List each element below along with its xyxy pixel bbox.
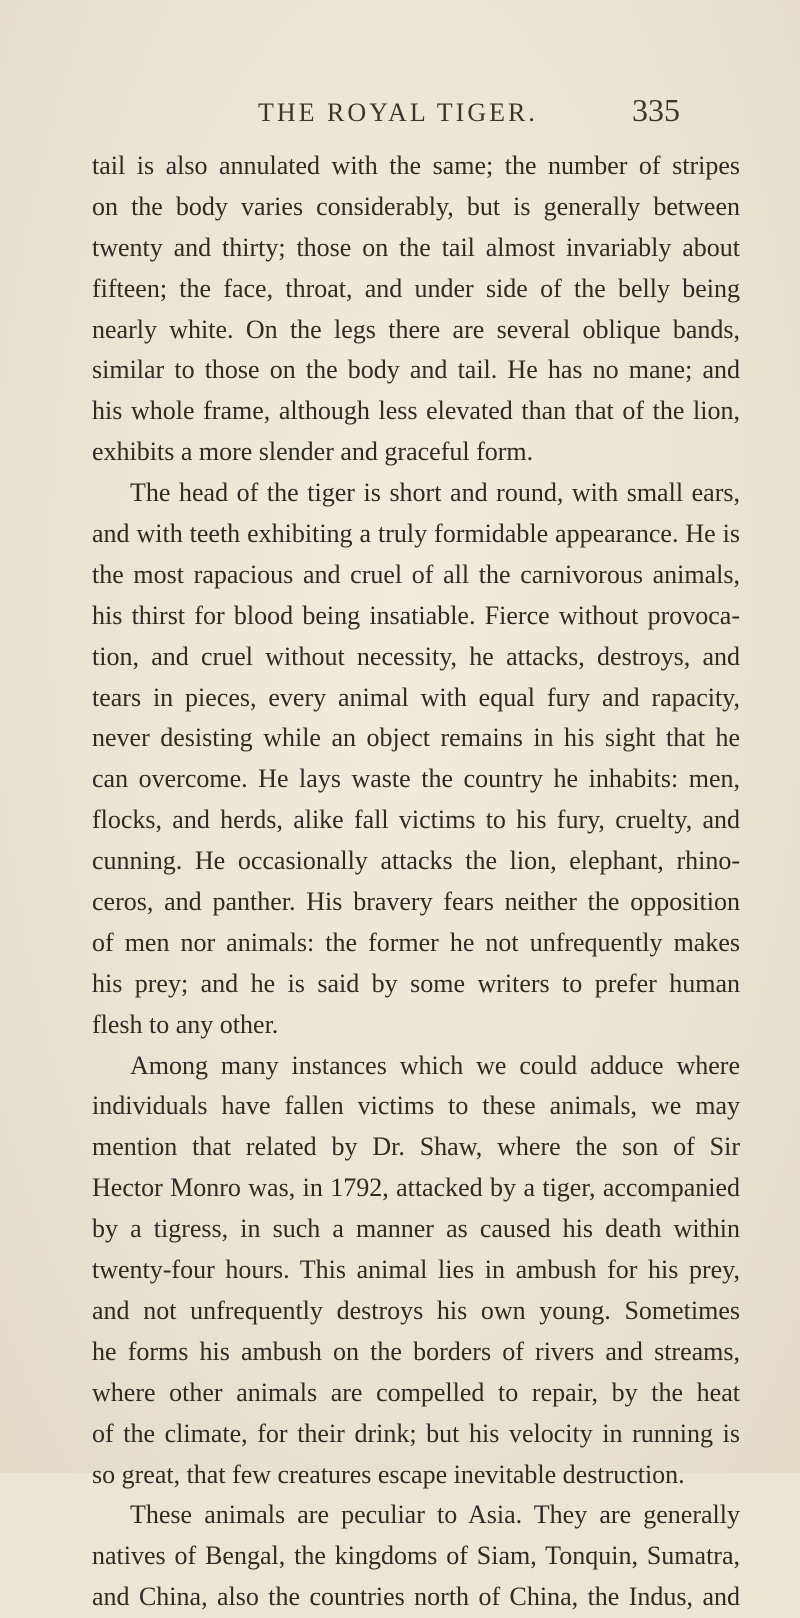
text-line: so great, that few creatures escape inevitable destruction.	[92, 1459, 685, 1489]
text-line: his thirst for blood being insatiable. Fierce without provoca-	[92, 600, 740, 630]
text-line: and with teeth exhibiting a truly formidable appearance. He is	[92, 519, 740, 549]
text-line: where other animals are compelled to repair, by the heat	[92, 1377, 740, 1407]
text-line: can overcome. He lays waste the country he inhabits: men,	[92, 764, 740, 794]
text-line: twenty and thirty; those on the tail almost invariably about	[92, 232, 740, 262]
text-line: twenty-four hours. This animal lies in ambush for his prey,	[92, 1255, 740, 1285]
text-line: These animals are peculiar to Asia. They are generally	[130, 1500, 740, 1530]
body-text	[92, 146, 740, 1618]
text-line: individuals have fallen victims to these animals, we may	[92, 1091, 740, 1121]
text-line: ceros, and panther. His bravery fears neither the opposition	[92, 887, 740, 917]
text-line: by a tigress, in such a manner as caused his death within	[92, 1214, 740, 1244]
running-head: THE ROYAL TIGER.	[258, 98, 538, 127]
text-line: fifteen; the face, throat, and under side of the belly being	[92, 273, 740, 303]
text-line: never desisting while an object remains in his sight that he	[92, 723, 740, 753]
text-line: cunning. He occasionally attacks the lion, elephant, rhino-	[92, 846, 740, 876]
text-line: exhibits a more slender and graceful form.	[92, 437, 534, 467]
text-line: tears in pieces, every animal with equal fury and rapacity,	[92, 682, 740, 712]
text-line: he forms his ambush on the borders of rivers and streams,	[92, 1336, 740, 1366]
text-line: of the climate, for their drink; but his velocity in running is	[92, 1418, 740, 1448]
text-line: natives of Bengal, the kingdoms of Siam, Tonquin, Sumatra,	[92, 1541, 740, 1571]
text-line: The head of the tiger is short and round, with small ears,	[130, 478, 740, 508]
text-line: similar to those on the body and tail. He has no mane; and	[92, 355, 740, 385]
text-line: his whole frame, although less elevated than that of the lion,	[92, 396, 740, 426]
text-line: his prey; and he is said by some writers to prefer human	[92, 968, 740, 998]
text-line: mention that related by Dr. Shaw, where the son of Sir	[92, 1132, 740, 1162]
text-line: tion, and cruel without necessity, he attacks, destroys, and	[92, 641, 740, 671]
page-number: 335	[632, 92, 680, 128]
text-line: Among many instances which we could adduce where	[130, 1050, 740, 1080]
text-line: and China, also the countries north of China, the Indus, and	[92, 1582, 740, 1612]
page-header	[0, 92, 800, 138]
text-line: flocks, and herds, alike fall victims to his fury, cruelty, and	[92, 805, 740, 835]
text-line: the most rapacious and cruel of all the carnivorous animals,	[92, 559, 740, 589]
text-line: Hector Monro was, in 1792, attacked by a tiger, accompanied	[92, 1173, 740, 1203]
text-line: nearly white. On the legs there are several oblique bands,	[92, 314, 740, 344]
text-line: and not unfrequently destroys his own young. Sometimes	[92, 1295, 740, 1325]
text-line: of men nor animals: the former he not unfrequently makes	[92, 927, 740, 957]
text-line: on the body varies considerably, but is generally between	[92, 191, 740, 221]
text-line: flesh to any other.	[92, 1009, 279, 1039]
text-line: tail is also annulated with the same; the number of stripes	[92, 151, 740, 180]
